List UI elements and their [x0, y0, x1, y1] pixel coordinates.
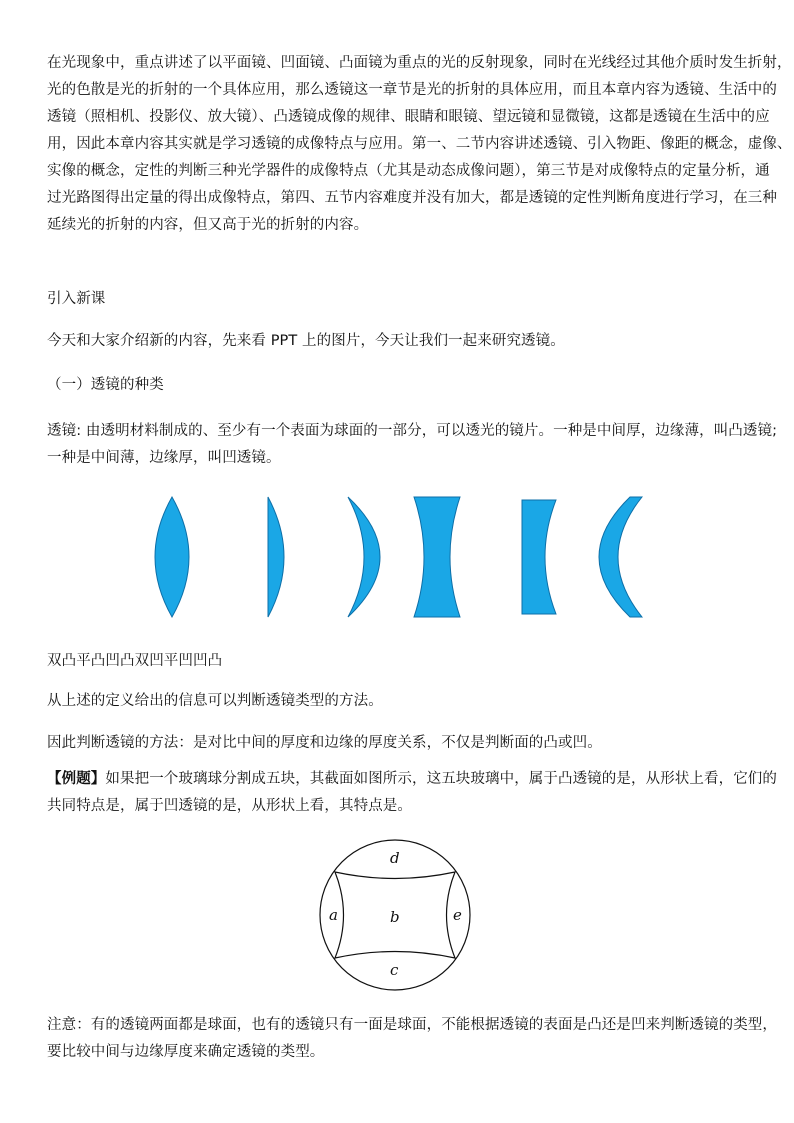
piece-label-b: b	[390, 908, 400, 926]
lens-caption: 双凸平凸凹凸双凹平凹凹凸	[47, 653, 223, 669]
intro-line: 用，因此本章内容其实就是学习透镜的成像特点与应用。第一、二节内容讲述透镜、引入物距、像距的概念，虚像、	[47, 136, 792, 152]
new-lesson-heading: 引入新课	[47, 291, 106, 307]
section-heading-lens-types: （一）透镜的种类	[47, 377, 164, 393]
lens-plano-convex	[268, 497, 284, 617]
lens-definition	[47, 418, 778, 472]
definition-line: 一种是中间薄，边缘厚，叫凹透镜。	[47, 450, 281, 466]
method-statement: 因此判断透镜的方法：是对比中间的厚度和边缘的厚度关系，不仅是判断面的凸或凹。	[47, 735, 602, 751]
intro-line: 实像的概念，定性的判断三种光学器件的成像特点（尤其是动态成像问题），第三节是对成像特点的定量分析，通	[47, 163, 770, 179]
method-intro: 从上述的定义给出的信息可以判断透镜类型的方法。	[47, 693, 383, 709]
example-tag: 【例题】	[47, 771, 106, 787]
lens-types-figure	[150, 492, 650, 622]
piece-label-a: a	[329, 906, 338, 924]
intro-line: 透镜（照相机、投影仪、放大镜）、凸透镜成像的规律、眼睛和眼镜、望远镜和显微镜，这都是透镜在生活中的应	[47, 109, 770, 125]
intro-line: 在光现象中，重点讲述了以平面镜、凹面镜、凸面镜为重点的光的反射现象，同时在光线经过其他介质时发生折射，	[47, 55, 792, 71]
lens-double-concave	[414, 497, 460, 617]
intro-line: 过光路图得出定量的得出成像特点，第四、五节内容难度并没有加大，都是透镜的定性判断角度进行学习，在三种	[47, 190, 777, 206]
lens-plano-concave	[522, 500, 556, 614]
piece-label-c: c	[390, 961, 399, 979]
lens-double-convex	[155, 497, 189, 617]
piece-label-d: d	[390, 849, 400, 867]
example-problem	[47, 766, 778, 820]
lens-convex-meniscus	[348, 497, 380, 617]
example-line: 如果把一个玻璃球分割成五块，其截面如图所示，这五块玻璃中，属于凸透镜的是，从形状上看，它们的	[105, 771, 778, 787]
lens-concave-meniscus	[599, 497, 642, 617]
intro-line: 光的色散是光的折射的一个具体应用，那么透镜这一章节是光的折射的具体应用，而且本章内容为透镜、生活中的	[47, 82, 777, 98]
example-line: 共同特点是，属于凹透镜的是，从形状上看，其特点是。	[47, 798, 412, 814]
note-line: 要比较中间与边缘厚度来确定透镜的类型。	[47, 1044, 325, 1060]
intro-sentence: 今天和大家介绍新的内容，先来看 PPT 上的图片，今天让我们一起来研究透镜。	[47, 333, 565, 349]
note-paragraph	[47, 1012, 777, 1066]
intro-line: 延续光的折射的内容，但又高于光的折射的内容。	[47, 217, 369, 233]
intro-paragraph	[47, 50, 792, 239]
glass-ball-figure	[310, 835, 480, 995]
note-line: 注意：有的透镜两面都是球面，也有的透镜只有一面是球面，不能根据透镜的表面是凸还是凹来判断透镜的类型，	[47, 1017, 777, 1033]
piece-label-e: e	[453, 906, 462, 924]
definition-line: 透镜: 由透明材料制成的、至少有一个表面为球面的一部分，可以透光的镜片。一种是中间厚，边缘薄，叫凸透镜;	[47, 423, 778, 439]
